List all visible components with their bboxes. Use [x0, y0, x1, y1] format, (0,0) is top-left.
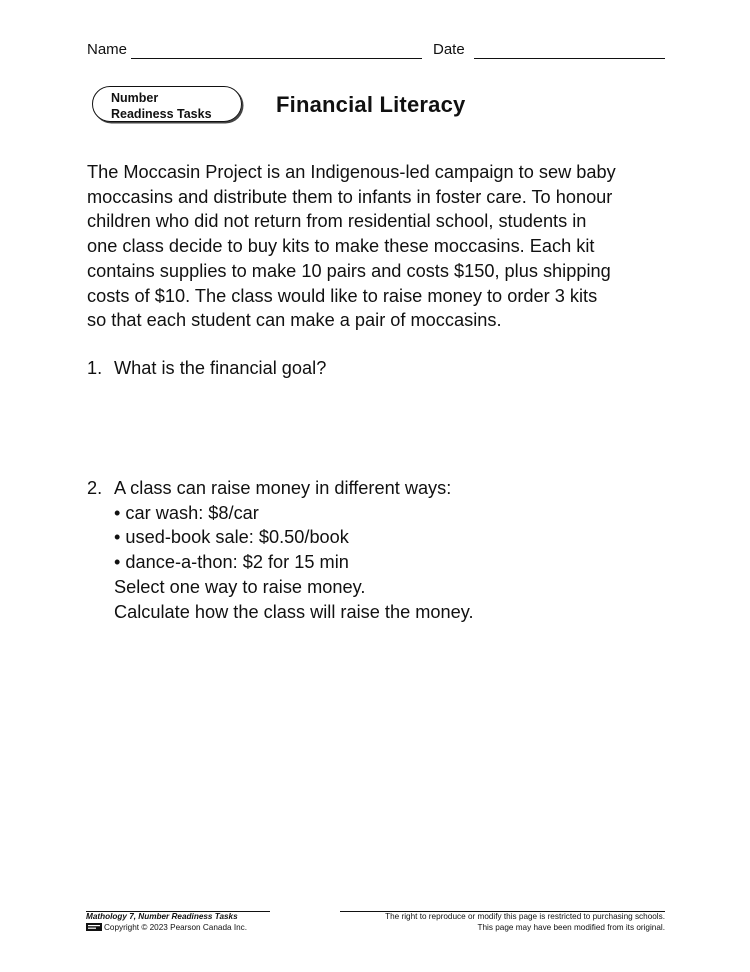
footer-right — [330, 912, 665, 933]
answer-area-1[interactable] — [87, 390, 665, 460]
intro-line: one class decide to buy kits to make these moccasins. Each kit — [87, 236, 595, 257]
intro-line: contains supplies to make 10 pairs and costs $150, plus shipping — [87, 260, 611, 281]
footer-copyright: Copyright © 2023 Pearson Canada Inc. — [104, 922, 248, 932]
question-1-text: What is the financial goal? — [114, 358, 327, 378]
footer-book-title: Mathology 7, Number Readiness Tasks — [86, 912, 238, 921]
intro-paragraph — [87, 160, 687, 333]
footer-rights-line-2: This page may have been modified from its original. — [477, 922, 665, 932]
category-badge — [92, 86, 242, 122]
publisher-logo-icon — [86, 923, 102, 931]
footer-copyright-row — [86, 923, 247, 934]
question-2-number: 2. — [87, 478, 103, 498]
fundraiser-option: • car wash: $8/car — [114, 502, 259, 523]
footer-rights-line-1: The right to reproduce or modify this page is restricted to purchasing schools. — [385, 912, 665, 921]
date-label: Date — [433, 41, 465, 58]
question-2-instruction: Calculate how the class will raise the money. — [114, 601, 474, 622]
page-title: Financial Literacy — [276, 92, 466, 117]
badge-line-2: Readiness Tasks — [111, 107, 212, 121]
fundraiser-option: • dance-a-thon: $2 for 15 min — [114, 552, 349, 573]
intro-line: children who did not return from residential school, students in — [87, 211, 587, 232]
question-2-text: A class can raise money in different ways: — [114, 478, 452, 498]
date-line[interactable] — [474, 58, 665, 59]
badge-line-1: Number — [111, 91, 159, 105]
question-2-block — [114, 476, 474, 624]
name-label: Name — [87, 41, 128, 58]
name-line[interactable] — [131, 58, 422, 59]
question-1-number: 1. — [87, 358, 103, 378]
fundraiser-option: • used-book sale: $0.50/book — [114, 527, 349, 548]
intro-line: so that each student can make a pair of moccasins. — [87, 310, 502, 331]
intro-line: costs of $10. The class would like to raise money to order 3 kits — [87, 285, 598, 306]
question-2-instruction: Select one way to raise money. — [114, 576, 366, 597]
answer-area-2[interactable] — [87, 640, 665, 890]
footer-left — [86, 912, 247, 933]
intro-line: The Moccasin Project is an Indigenous-led campaign to sew baby — [87, 162, 616, 182]
intro-line: moccasins and distribute them to infants in foster care. To honour — [87, 186, 613, 207]
